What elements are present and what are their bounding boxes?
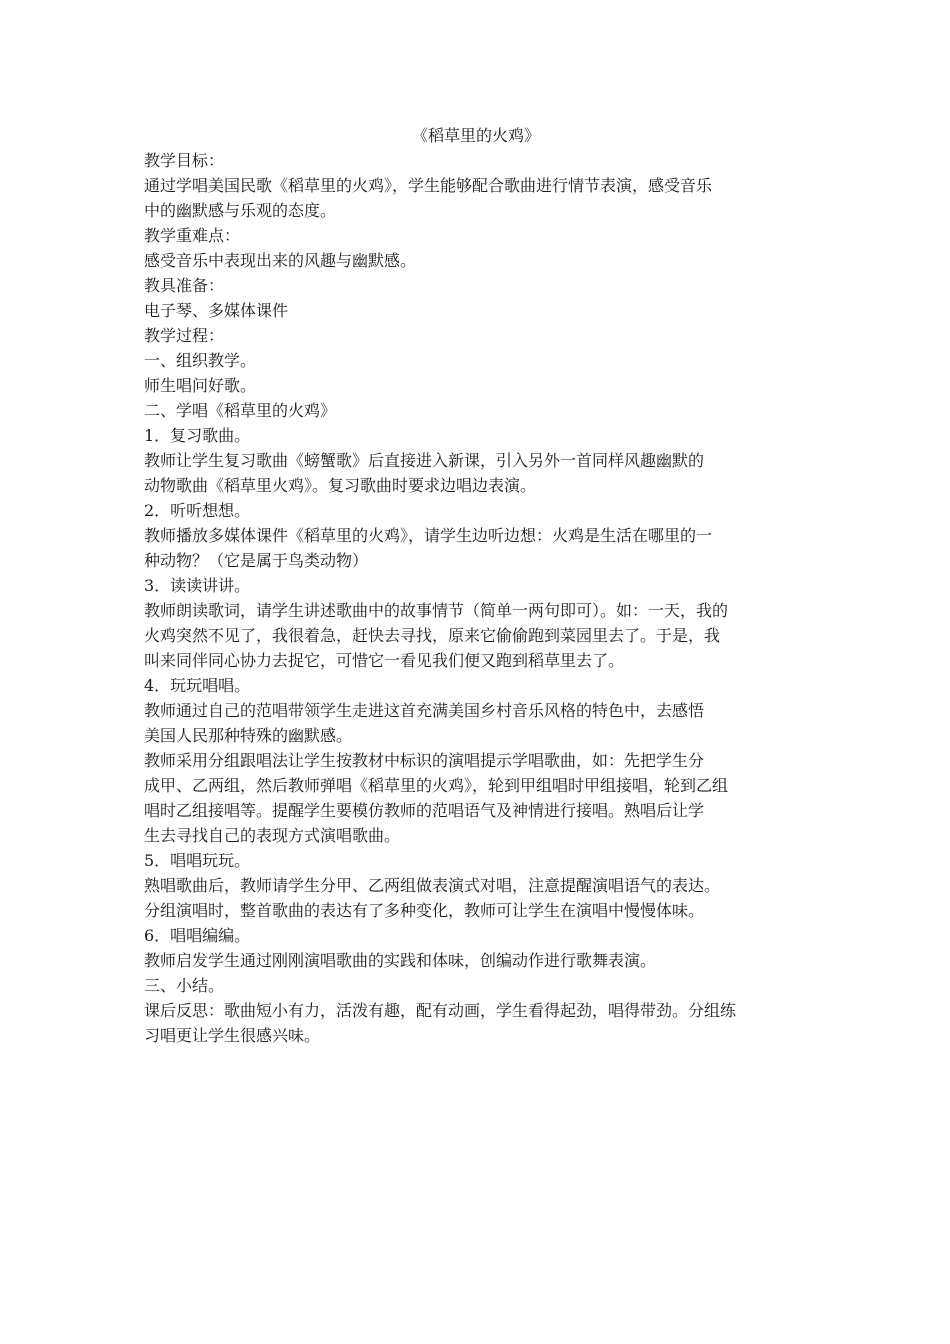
text-line: 习唱更让学生很感兴味。 <box>144 1026 321 1045</box>
text-line: 2．听听想想。 <box>144 501 251 520</box>
text-line: 教师通过自己的范唱带领学生走进这首充满美国乡村音乐风格的特色中，去感悟 <box>144 701 705 720</box>
text-line: 3．读读讲讲。 <box>144 576 251 595</box>
text-line: 感受音乐中表现出来的风趣与幽默感。 <box>144 251 417 270</box>
text-line: 美国人民那种特殊的幽默感。 <box>144 726 353 745</box>
text-line: 6．唱唱编编。 <box>144 926 251 945</box>
text-line: 教具准备： <box>144 276 225 295</box>
text-line: 教师朗读歌词，请学生讲述歌曲中的故事情节（简单一两句即可）。如：一天，我的 <box>144 601 729 620</box>
document-page <box>144 123 808 1048</box>
text-line: 教学重难点： <box>144 226 241 245</box>
text-line: 课后反思：歌曲短小有力，活泼有趣，配有动画，学生看得起劲，唱得带劲。分组练 <box>144 1001 737 1020</box>
text-line: 种动物？（它是属于鸟类动物） <box>144 551 369 570</box>
text-line: 二、学唱《稻草里的火鸡》 <box>144 401 337 420</box>
text-line: 火鸡突然不见了，我很着急，赶快去寻找，原来它偷偷跑到菜园里去了。于是，我 <box>144 626 721 645</box>
text-line: 教学过程： <box>144 326 225 345</box>
text-line: 生去寻找自己的表现方式演唱歌曲。 <box>144 826 401 845</box>
text-line: 教学目标： <box>144 151 225 170</box>
text-line: 5．唱唱玩玩。 <box>144 851 251 870</box>
text-line: 1．复习歌曲。 <box>144 426 251 445</box>
text-line: 一、组织教学。 <box>144 351 257 370</box>
text-line: 电子琴、多媒体课件 <box>144 301 289 320</box>
text-line: 熟唱歌曲后，教师请学生分甲、乙两组做表演式对唱，注意提醒演唱语气的表达。 <box>144 876 721 895</box>
text-line: 中的幽默感与乐观的态度。 <box>144 201 337 220</box>
text-line: 教师采用分组跟唱法让学生按教材中标识的演唱提示学唱歌曲，如：先把学生分 <box>144 751 705 770</box>
document-body <box>144 148 808 1048</box>
text-line: 动物歌曲《稻草里火鸡》。复习歌曲时要求边唱边表演。 <box>144 476 537 495</box>
text-line: 教师启发学生通过刚刚演唱歌曲的实践和体味，创编动作进行歌舞表演。 <box>144 951 657 970</box>
text-line: 叫来同伴同心协力去捉它，可惜它一看见我们便又跑到稻草里去了。 <box>144 651 625 670</box>
text-line: 成甲、乙两组，然后教师弹唱《稻草里的火鸡》，轮到甲组唱时甲组接唱，轮到乙组 <box>144 776 729 795</box>
text-line: 通过学唱美国民歌《稻草里的火鸡》，学生能够配合歌曲进行情节表演，感受音乐 <box>144 176 713 195</box>
text-line: 教师播放多媒体课件《稻草里的火鸡》，请学生边听边想：火鸡是生活在哪里的一 <box>144 526 713 545</box>
text-line: 教师让学生复习歌曲《螃蟹歌》后直接进入新课，引入另外一首同样风趣幽默的 <box>144 451 705 470</box>
text-line: 分组演唱时，整首歌曲的表达有了多种变化，教师可让学生在演唱中慢慢体味。 <box>144 901 705 920</box>
text-line: 师生唱问好歌。 <box>144 376 257 395</box>
text-line: 三、小结。 <box>144 976 225 995</box>
text-line: 唱时乙组接唱等。提醒学生要模仿教师的范唱语气及神情进行接唱。熟唱后让学 <box>144 801 705 820</box>
text-line: 4．玩玩唱唱。 <box>144 676 251 695</box>
document-title: 《稻草里的火鸡》 <box>411 126 540 145</box>
